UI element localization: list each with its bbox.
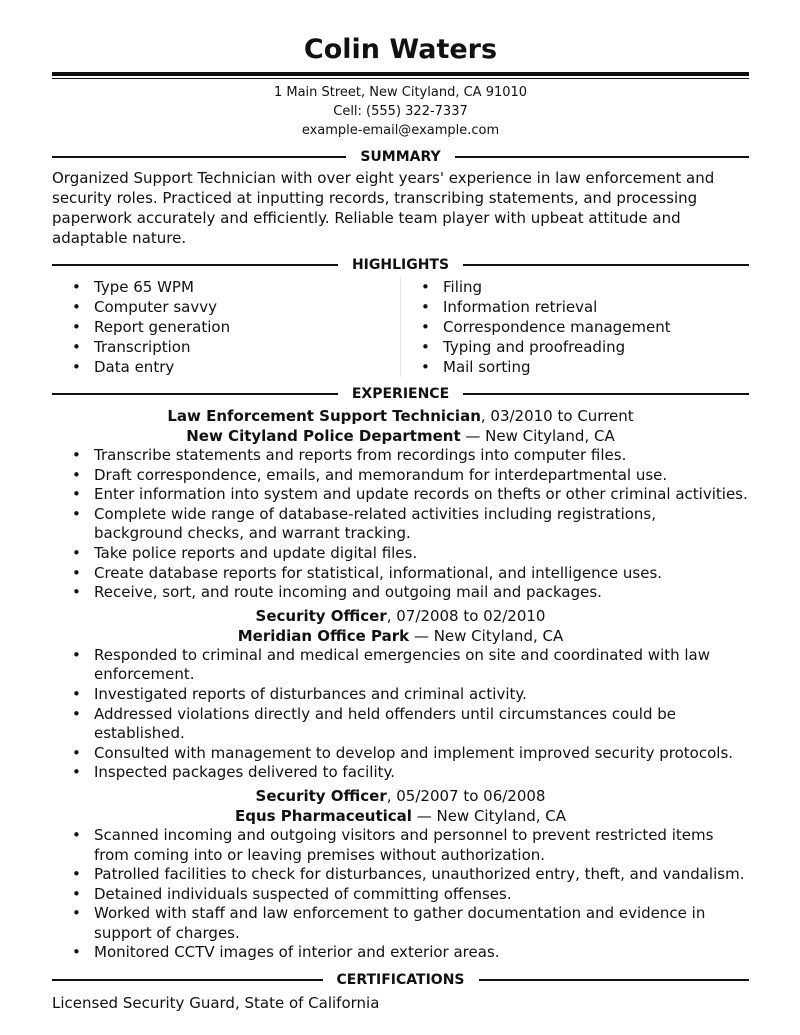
job-company-line xyxy=(52,626,749,646)
contact-address: 1 Main Street, New Cityland, CA 91010 xyxy=(273,85,528,100)
highlight-item: • Computer savvy xyxy=(52,297,400,317)
duty-item: • Investigated reports of disturbances and criminal activity. xyxy=(52,685,749,705)
divider-line xyxy=(52,979,323,981)
job-entry xyxy=(52,606,749,783)
highlights-grid xyxy=(52,277,749,377)
header-rule-thick xyxy=(52,72,749,76)
experience-heading xyxy=(52,385,749,403)
divider-line xyxy=(52,264,338,266)
candidate-name: Colin Waters xyxy=(303,34,498,65)
divider-line xyxy=(455,156,749,158)
job-company: Equs Pharmaceutical xyxy=(234,806,412,825)
certification-item: Licensed Security Guard, State of California xyxy=(52,994,380,1013)
job-location: — New Cityland, CA xyxy=(411,806,567,825)
highlight-item: • Information retrieval xyxy=(401,297,749,317)
duty-item: • Consulted with management to develop and implement improved security protocols. xyxy=(52,744,749,764)
duty-item: • Monitored CCTV images of interior and exterior areas. xyxy=(52,943,749,963)
duty-item: • Complete wide range of database-related activities including registrations, background checks, and warrant tracking. xyxy=(52,505,749,544)
job-title: Law Enforcement Support Technician xyxy=(167,407,481,425)
contact-cell: Cell: (555) 322-7337 xyxy=(333,104,468,119)
divider-line xyxy=(52,156,346,158)
header-rule-thin xyxy=(52,78,749,79)
experience-heading-title: EXPERIENCE xyxy=(351,386,450,402)
job-title: Security Officer xyxy=(255,786,387,805)
duty-item: • Worked with staff and law enforcement to gather documentation and evidence in support of charges. xyxy=(52,904,749,943)
job-entry xyxy=(52,406,749,603)
summary-heading-title: SUMMARY xyxy=(360,149,441,165)
job-title-line xyxy=(52,786,749,806)
job-title-line xyxy=(52,406,749,426)
duty-item: • Detained individuals suspected of committing offenses. xyxy=(52,885,749,905)
job-company: Meridian Office Park xyxy=(237,626,410,645)
duty-item: • Draft correspondence, emails, and memorandum for interdepartmental use. xyxy=(52,466,749,486)
job-entry xyxy=(52,786,749,963)
highlight-item: • Filing xyxy=(401,277,749,297)
duty-item: • Addressed violations directly and held offenders until circumstances could be established. xyxy=(52,705,749,744)
highlights-heading xyxy=(52,256,749,274)
certifications-heading xyxy=(52,971,749,989)
duty-item: • Scanned incoming and outgoing visitors and personnel to prevent restricted items from coming into or leaving premises without authorization. xyxy=(52,826,749,865)
highlights-right-column xyxy=(400,277,749,377)
job-duties xyxy=(52,826,749,963)
summary-text: Organized Support Technician with over eight years' experience in law enforcement and security roles. Practiced at inputting records, transcribing statements, and processing paperwork accurately and efficiently. Reliable team player with upbeat attitude and adaptable nature. xyxy=(52,169,715,247)
highlight-item: • Correspondence management xyxy=(401,317,749,337)
divider-line xyxy=(479,979,750,981)
contact-block xyxy=(52,83,749,140)
divider-line xyxy=(52,393,338,395)
duty-item: • Inspected packages delivered to facility. xyxy=(52,763,749,783)
job-company: New Cityland Police Department xyxy=(186,427,461,445)
duty-item: • Create database reports for statistical, informational, and intelligence uses. xyxy=(52,564,749,584)
job-company-line xyxy=(52,806,749,826)
summary-heading xyxy=(52,148,749,166)
job-location: — New Cityland, CA xyxy=(409,626,564,645)
duty-item: • Transcribe statements and reports from recordings into computer files. xyxy=(52,446,749,466)
duty-item: • Responded to criminal and medical emergencies on site and coordinated with law enforcement. xyxy=(52,646,749,685)
job-title: Security Officer xyxy=(255,606,387,625)
job-dates: , 05/2007 to 06/2008 xyxy=(386,786,546,805)
highlight-item: • Type 65 WPM xyxy=(52,277,400,297)
highlight-item: • Report generation xyxy=(52,317,400,337)
job-duties xyxy=(52,646,749,783)
job-dates: , 03/2010 to Current xyxy=(480,407,634,425)
duty-item: • Patrolled facilities to check for disturbances, unauthorized entry, theft, and vandalism. xyxy=(52,865,749,885)
job-company-line xyxy=(52,426,749,446)
certifications-heading-title: CERTIFICATIONS xyxy=(336,972,465,989)
highlights-heading-title: HIGHLIGHTS xyxy=(351,257,450,273)
highlights-left-column xyxy=(52,277,400,377)
divider-line xyxy=(463,264,749,266)
duty-item: • Receive, sort, and route incoming and outgoing mail and packages. xyxy=(52,583,749,603)
highlight-item: • Transcription xyxy=(52,337,400,357)
job-dates: , 07/2008 to 02/2010 xyxy=(386,606,546,625)
resume-page xyxy=(52,34,749,1013)
contact-email: example-email@example.com xyxy=(301,123,500,138)
job-location: — New Cityland, CA xyxy=(460,427,615,445)
job-title-line xyxy=(52,606,749,626)
highlight-item: • Data entry xyxy=(52,357,400,377)
duty-item: • Take police reports and update digital files. xyxy=(52,544,749,564)
duty-item: • Enter information into system and update records on thefts or other criminal activities. xyxy=(52,485,749,505)
job-duties xyxy=(52,446,749,603)
highlight-item: • Typing and proofreading xyxy=(401,337,749,357)
highlight-item: • Mail sorting xyxy=(401,357,749,377)
divider-line xyxy=(463,393,749,395)
